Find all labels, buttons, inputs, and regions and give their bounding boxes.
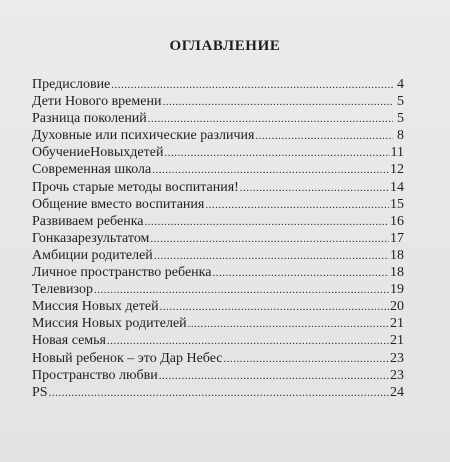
dot-leader xyxy=(240,180,389,197)
toc-entry-page: 23 xyxy=(390,367,404,383)
dot-leader xyxy=(154,248,389,265)
dot-leader xyxy=(162,94,393,111)
toc-entry xyxy=(32,281,404,298)
toc-entry xyxy=(32,161,404,178)
toc-entry xyxy=(32,127,404,144)
dot-leader xyxy=(205,197,389,214)
dot-leader xyxy=(188,316,389,333)
toc-entry xyxy=(32,384,404,401)
toc-entry xyxy=(32,93,404,110)
dot-leader xyxy=(224,351,389,368)
toc-entry-page: 20 xyxy=(390,299,404,315)
dot-leader xyxy=(159,368,389,385)
dot-leader xyxy=(164,145,389,162)
toc-entry xyxy=(32,144,404,161)
toc-entry-page: 23 xyxy=(390,350,404,366)
page-title: ОГЛАВЛЕНИЕ xyxy=(169,38,281,54)
toc-entry xyxy=(32,247,404,264)
dot-leader xyxy=(111,77,393,94)
toc-entry xyxy=(32,298,404,315)
toc-entry-page: 16 xyxy=(390,213,404,229)
toc-entry-title: ОбучениеНовыхдетей xyxy=(32,145,164,161)
dot-leader xyxy=(150,231,389,248)
toc-entry-page: 15 xyxy=(390,196,404,212)
table-of-contents xyxy=(32,76,404,401)
toc-entry-title: Духовные или психические различия xyxy=(32,128,255,144)
dot-leader xyxy=(152,162,389,179)
dot-leader xyxy=(148,111,393,128)
toc-entry-page: 17 xyxy=(390,230,404,246)
dot-leader xyxy=(255,128,393,145)
toc-entry-page: 18 xyxy=(390,265,404,281)
toc-entry-page: 14 xyxy=(390,179,404,195)
toc-entry-page: 12 xyxy=(390,162,404,178)
toc-entry xyxy=(32,367,404,384)
toc-entry-title: Амбиции родителей xyxy=(32,247,153,263)
toc-entry-page: 24 xyxy=(390,384,404,400)
dot-leader xyxy=(212,265,389,282)
dot-leader xyxy=(145,214,389,231)
toc-entry xyxy=(32,110,404,127)
toc-entry-title: Прочь старые методы воспитания! xyxy=(32,179,239,195)
toc-entry-title: Развиваем ребенка xyxy=(32,213,144,229)
dot-leader xyxy=(49,385,389,402)
toc-entry-title: Миссия Новых родителей xyxy=(32,316,187,332)
toc-entry-title: Предисловие xyxy=(32,77,111,92)
toc-entry-title: Миссия Новых детей xyxy=(32,299,159,315)
toc-entry-title: Разница поколений xyxy=(32,111,147,127)
toc-entry xyxy=(32,179,404,196)
toc-entry-title: Гонказарезультатом xyxy=(32,230,150,246)
toc-entry-title: Новый ребенок – это Дар Небес xyxy=(32,350,223,366)
toc-entry-title: Дети Нового времени xyxy=(32,94,162,110)
toc-entry-page: 11 xyxy=(390,145,404,161)
toc-entry-page: 8 xyxy=(397,128,404,144)
toc-entry-title: Телевизор xyxy=(32,282,93,298)
toc-entry-title: Пространство любви xyxy=(32,367,158,383)
dot-leader xyxy=(107,333,389,350)
toc-entry xyxy=(32,76,404,93)
toc-entry xyxy=(32,350,404,367)
toc-entry-title: Личное пространство ребенка xyxy=(32,265,212,281)
toc-entry-page: 5 xyxy=(397,94,404,110)
toc-entry-title: Общение вместо воспитания xyxy=(32,196,205,212)
dot-leader xyxy=(160,299,389,316)
toc-entry-page: 21 xyxy=(390,333,404,349)
toc-entry xyxy=(32,264,404,281)
toc-entry xyxy=(32,315,404,332)
toc-entry xyxy=(32,196,404,213)
toc-entry-page: 19 xyxy=(390,282,404,298)
toc-entry-title: PS xyxy=(32,384,48,400)
toc-entry-page: 5 xyxy=(397,111,404,127)
toc-entry-title: Новая семья xyxy=(32,333,106,349)
toc-entry-title: Современная школа xyxy=(32,162,152,178)
dot-leader xyxy=(94,282,389,299)
toc-entry-page: 18 xyxy=(390,247,404,263)
toc-entry xyxy=(32,213,404,230)
toc-entry xyxy=(32,332,404,349)
toc-entry xyxy=(32,230,404,247)
toc-entry-page: 4 xyxy=(397,77,404,92)
toc-entry-page: 21 xyxy=(390,316,404,332)
